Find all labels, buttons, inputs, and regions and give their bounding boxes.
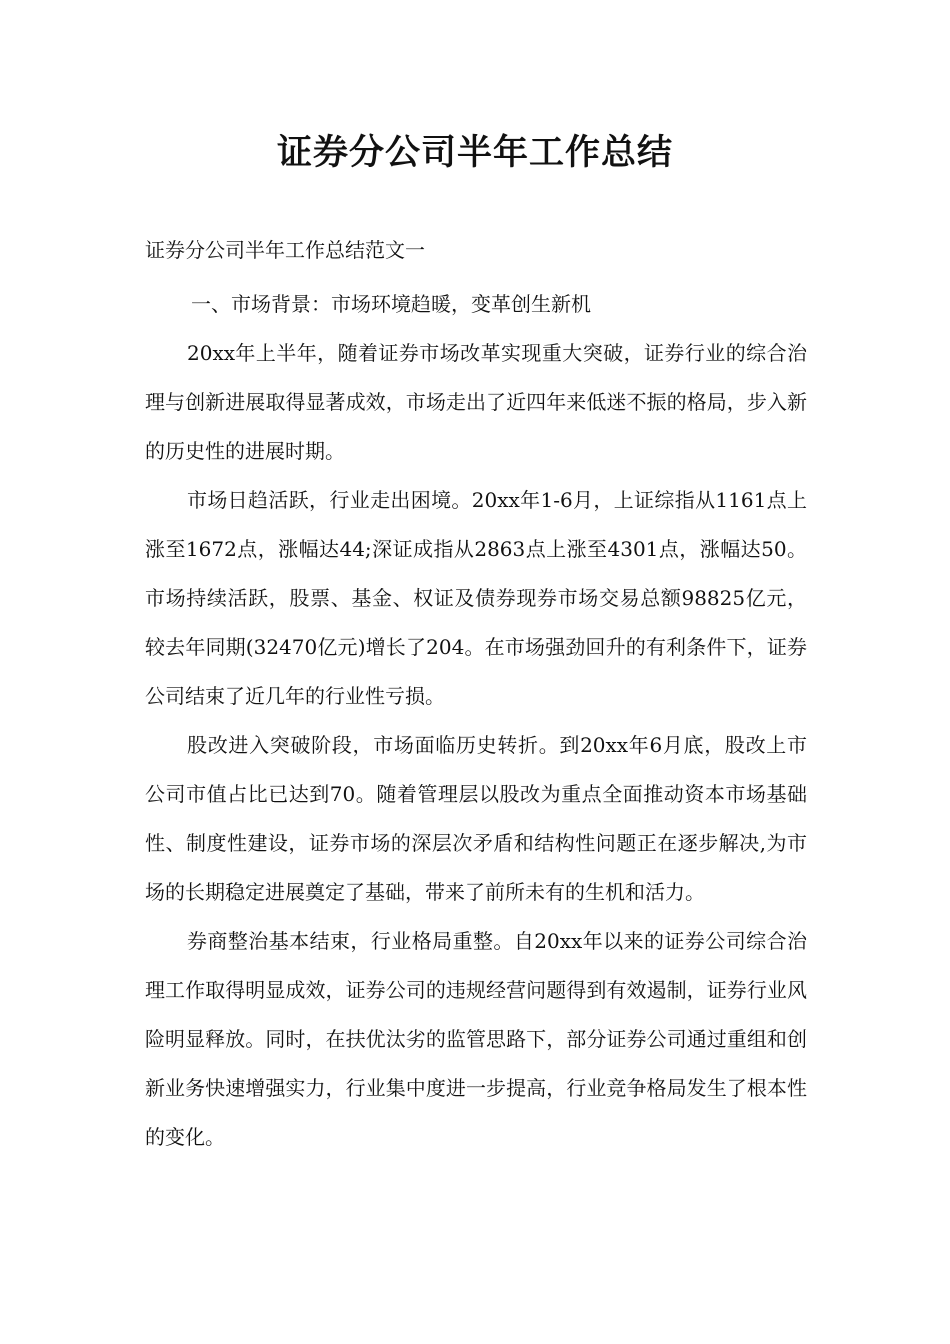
body-paragraph: 券商整治基本结束，行业格局重整。自20xx年以来的证券公司综合治理工作取得明显成效，证券公司的违规经营问题得到有效遏制，证券行业风险明显释放。同时，在扶优汰劣的监管思路下，部分证券公司通过重组和创新业务快速增强实力，行业集中度进一步提高，行业竞争格局发生了根本性的变化。 xyxy=(145,929,807,1149)
document-body xyxy=(145,280,807,1162)
document-subtitle: 证券分公司半年工作总结范文一 xyxy=(145,238,425,262)
body-paragraph: 20xx年上半年，随着证券市场改革实现重大突破，证券行业的综合治理与创新进展取得显著成效，市场走出了近四年来低迷不振的格局，步入新的历史性的进展时期。 xyxy=(145,341,807,463)
body-paragraph: 市场日趋活跃，行业走出困境。20xx年1-6月，上证综指从1161点上涨至1672点，涨幅达44;深证成指从2863点上涨至4301点，涨幅达50。市场持续活跃，股票、基金、权证及债券现券市场交易总额98825亿元，较去年同期(32470亿元)增长了204。在市场强劲回升的有利条件下，证券公司结束了近几年的行业性亏损。 xyxy=(145,488,807,708)
body-paragraph: 股改进入突破阶段，市场面临历史转折。到20xx年6月底，股改上市公司市值占比已达到70。随着管理层以股改为重点全面推动资本市场基础性、制度性建设，证券市场的深层次矛盾和结构性问题正在逐步解决,为市场的长期稳定进展奠定了基础，带来了前所未有的生机和活力。 xyxy=(145,733,807,904)
document-title: 证券分公司半年工作总结 xyxy=(276,133,673,173)
section-heading: 一、市场背景：市场环境趋暖，变革创生新机 xyxy=(191,292,591,316)
